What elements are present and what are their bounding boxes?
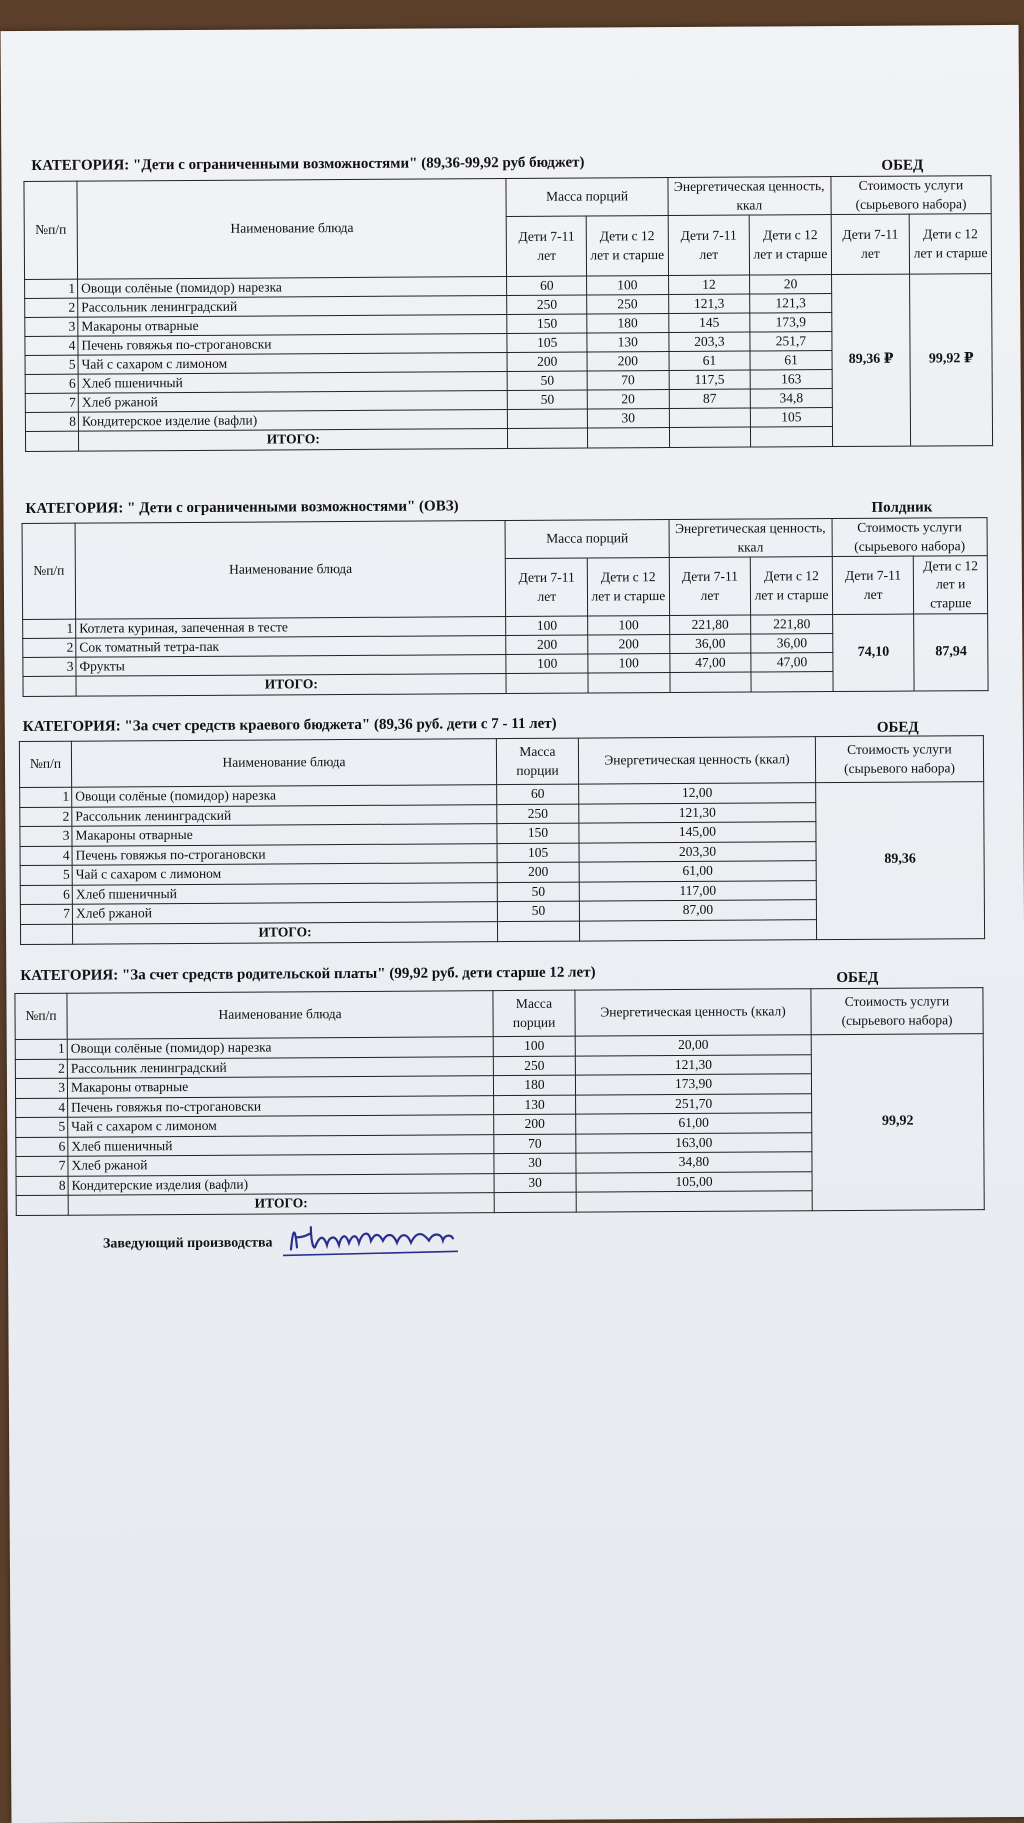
dish-name: Хлеб ржаной (78, 391, 508, 413)
col-cost-header: Стоимость услуги (сырьевого набора) (831, 176, 991, 215)
row-number: 8 (25, 412, 78, 431)
portion-mass: 30 (494, 1153, 576, 1173)
row-number: 6 (16, 1137, 68, 1157)
col-num-header: №п/п (15, 993, 67, 1039)
energy-age1: 87 (669, 389, 751, 408)
dish-name: Хлеб пшеничный (68, 1134, 494, 1156)
mass-age2: 100 (588, 616, 670, 635)
row-number: 7 (16, 1156, 68, 1176)
age1-header: Дети 7-11 лет (831, 214, 910, 274)
energy-value: 20,00 (575, 1035, 811, 1056)
section-2-meal: Полдник (871, 499, 933, 516)
row-number: 4 (16, 1098, 68, 1118)
mass-age1: 250 (507, 295, 587, 314)
energy-value: 203,30 (579, 841, 816, 862)
portion-mass: 105 (497, 843, 579, 863)
empty-cell (494, 1192, 576, 1213)
dish-name: Кондитерское изделие (вафли) (78, 410, 508, 432)
dish-name: Печень говяжья по-строгановски (78, 334, 508, 356)
row-number: 5 (20, 865, 72, 885)
row-number: 7 (20, 904, 72, 924)
portion-mass: 130 (494, 1095, 576, 1115)
mass-age1: 50 (508, 390, 588, 409)
col-mass-header: Масса порций (506, 520, 669, 559)
col-num-header: №п/п (22, 523, 76, 619)
menu-sheet (1, 25, 1024, 1823)
mass-age1: 200 (507, 352, 587, 371)
total-label: ИТОГО: (79, 429, 509, 452)
mass-age1: 100 (506, 654, 588, 673)
dish-name: Фрукты (76, 655, 507, 677)
empty-cell (506, 673, 588, 693)
row-number: 2 (20, 807, 72, 827)
empty-cell (669, 427, 751, 447)
empty-cell (20, 924, 72, 944)
mass-age2: 70 (587, 371, 669, 390)
col-name-header: Наименование блюда (67, 991, 493, 1040)
dish-name: Макароны отварные (72, 824, 497, 846)
mass-age1: 60 (507, 276, 587, 295)
energy-age2: 61 (750, 351, 832, 370)
energy-age1: 121,3 (668, 294, 750, 313)
mass-age2: 30 (587, 409, 669, 428)
energy-age1: 145 (668, 313, 750, 332)
dish-name: Чай с сахаром с лимоном (72, 863, 497, 885)
portion-mass: 100 (493, 1036, 575, 1056)
row-number: 2 (15, 1059, 67, 1079)
col-cost-header: Стоимость услуги (сырьевого набора) (811, 988, 983, 1035)
col-energy-header: Энергетическая ценность (ккал) (575, 989, 811, 1036)
dish-name: Рассольник ленинградский (72, 804, 497, 826)
mass-age2: 20 (587, 390, 669, 409)
dish-name: Рассольник ленинградский (78, 296, 508, 318)
portion-mass: 60 (497, 784, 579, 804)
row-number: 8 (16, 1176, 68, 1196)
energy-age2: 105 (751, 408, 833, 427)
section-4-table (14, 987, 984, 1216)
row-number: 4 (25, 336, 78, 355)
dish-name: Кондитерские изделия (вафли) (68, 1173, 494, 1195)
col-mass-header: Масса порции (496, 738, 578, 785)
portion-mass: 200 (494, 1114, 576, 1134)
dish-name: Хлеб ржаной (72, 902, 497, 924)
col-name-header: Наименование блюда (71, 739, 496, 788)
energy-age2: 34,8 (750, 389, 832, 408)
energy-age1 (669, 408, 751, 427)
energy-value: 61,00 (579, 861, 816, 882)
energy-age1: 47,00 (670, 653, 752, 672)
energy-value: 163,00 (576, 1132, 812, 1153)
row-number: 2 (23, 638, 76, 657)
age1-header: Дети 7-11 лет (669, 557, 751, 615)
col-mass-header: Масса порций (506, 178, 667, 217)
mass-age2: 130 (587, 333, 669, 352)
empty-cell (508, 428, 588, 448)
energy-value: 87,00 (579, 900, 816, 921)
col-energy-header: Энергетическая ценность, ккал (668, 177, 831, 216)
row-number: 1 (25, 279, 78, 298)
energy-age2: 20 (750, 275, 832, 294)
dish-name: Овощи солёные (помидор) нарезка (72, 785, 497, 807)
cost-age2: 99,92 ₽ (910, 274, 993, 446)
col-num-header: №п/п (19, 741, 71, 787)
energy-age1: 117,5 (669, 370, 751, 389)
energy-age2: 121,3 (750, 294, 832, 313)
dish-name: Хлеб пшеничный (78, 372, 508, 394)
energy-age1: 221,80 (669, 615, 751, 634)
section-1-meal: ОБЕД (881, 157, 924, 174)
age2-header: Дети с 12 лет и старше (751, 557, 833, 615)
portion-mass: 250 (497, 804, 579, 824)
energy-value: 34,80 (576, 1152, 812, 1173)
row-number: 2 (25, 298, 78, 317)
dish-name: Сок томатный тетра-пак (76, 636, 507, 658)
dish-name: Рассольник ленинградский (67, 1056, 493, 1078)
energy-age2: 36,00 (751, 634, 833, 653)
mass-age2: 200 (587, 352, 669, 371)
cost-age1: 89,36 ₽ (831, 274, 911, 446)
dish-name: Макароны отварные (67, 1076, 493, 1098)
signature (283, 1218, 513, 1259)
dish-name: Макароны отварные (78, 315, 508, 337)
energy-age1: 203,3 (668, 332, 750, 351)
empty-cell (576, 1191, 812, 1212)
age2-header: Дети с 12 лет и старше (914, 556, 988, 614)
mass-age1: 50 (508, 371, 588, 390)
total-label: ИТОГО: (72, 921, 497, 944)
empty-cell (16, 1195, 68, 1215)
energy-value: 145,00 (579, 822, 816, 843)
dish-name: Хлеб ржаной (68, 1154, 494, 1176)
col-energy-header: Энергетическая ценность (ккал) (578, 737, 815, 784)
total-label: ИТОГО: (76, 674, 507, 697)
dish-name: Овощи солёные (помидор) нарезка (67, 1037, 493, 1059)
section-3-meal: ОБЕД (876, 719, 919, 736)
section-4-title: КАТЕГОРИЯ: "За счет средств родительской платы" (99,92 руб. дети старше 12 лет) (20, 964, 596, 985)
empty-cell (751, 672, 833, 692)
row-number: 4 (20, 846, 72, 866)
section-1-title: КАТЕГОРИЯ: "Дети с ограниченными возможностями" (89,36-99,92 руб бюджет) (31, 154, 585, 174)
empty-cell (670, 672, 752, 692)
energy-age1: 12 (668, 275, 750, 294)
portion-mass: 70 (494, 1134, 576, 1154)
dish-name: Чай с сахаром с лимоном (68, 1115, 494, 1137)
energy-age2: 251,7 (750, 332, 832, 351)
footer-label: Заведующий производства (102, 1235, 273, 1252)
energy-age2: 221,80 (751, 615, 833, 634)
age2-header: Дети с 12 лет и старше (587, 558, 669, 616)
portion-mass: 50 (497, 901, 579, 921)
row-number: 7 (25, 393, 78, 412)
portion-mass: 180 (493, 1075, 575, 1095)
dish-name: Хлеб пшеничный (72, 882, 497, 904)
row-number: 3 (25, 317, 78, 336)
dish-name: Чай с сахаром с лимоном (78, 353, 508, 375)
row-number: 6 (20, 885, 72, 905)
col-num-header: №п/п (24, 181, 78, 279)
col-energy-header: Энергетическая ценность, ккал (669, 519, 832, 558)
energy-age2: 173,9 (750, 313, 832, 332)
portion-mass: 30 (494, 1173, 576, 1193)
energy-value: 105,00 (576, 1171, 812, 1192)
mass-age1: 100 (506, 616, 588, 635)
col-cost-header: Стоимость услуги (сырьевого набора) (832, 518, 987, 557)
row-number: 5 (16, 1117, 68, 1137)
energy-value: 121,30 (579, 802, 816, 823)
age1-header: Дети 7-11 лет (506, 558, 588, 616)
empty-cell (751, 427, 833, 447)
section-3-title: КАТЕГОРИЯ: "За счет средств краевого бюджета" (89,36 руб. дети с 7 - 11 лет) (22, 715, 557, 736)
cost-age1: 74,10 (832, 614, 914, 691)
section-1-table (23, 175, 993, 452)
service-cost: 99,92 (811, 1034, 984, 1211)
empty-cell (579, 919, 816, 940)
empty-cell (497, 921, 579, 942)
portion-mass: 250 (493, 1056, 575, 1076)
energy-age2: 47,00 (751, 653, 833, 672)
mass-age1 (508, 409, 588, 428)
dish-name: Печень говяжья по-строгановски (68, 1095, 494, 1117)
col-cost-header: Стоимость услуги (сырьевого набора) (815, 736, 983, 783)
mass-age2: 250 (587, 295, 669, 314)
age1-header: Дети 7-11 лет (668, 215, 750, 275)
dish-name: Печень говяжья по-строгановски (72, 843, 497, 865)
mass-age1: 200 (506, 635, 588, 654)
energy-age1: 36,00 (669, 634, 751, 653)
empty-cell (588, 673, 670, 693)
energy-age2: 163 (750, 370, 832, 389)
section-2-table (22, 517, 989, 697)
portion-mass: 50 (497, 882, 579, 902)
age2-header: Дети с 12 лет и старше (749, 215, 831, 275)
mass-age1: 150 (507, 314, 587, 333)
col-name-header: Наименование блюда (75, 521, 506, 620)
section-2-title: КАТЕГОРИЯ: " Дети с ограниченными возможностями" (ОВЗ) (25, 498, 459, 517)
energy-value: 173,90 (575, 1074, 811, 1095)
col-name-header: Наименование блюда (77, 179, 507, 280)
energy-value: 12,00 (579, 783, 816, 804)
total-label: ИТОГО: (68, 1193, 494, 1216)
energy-value: 61,00 (576, 1113, 812, 1134)
age2-header: Дети с 12 лет и старше (586, 216, 668, 276)
empty-cell (25, 431, 78, 451)
energy-value: 117,00 (579, 880, 816, 901)
age1-header: Дети 7-11 лет (507, 216, 587, 276)
dish-name: Овощи солёные (помидор) нарезка (78, 277, 508, 299)
section-3-table (19, 735, 985, 944)
age2-header: Дети с 12 лет и старше (909, 214, 991, 274)
mass-age1: 105 (507, 333, 587, 352)
dish-name: Котлета куриная, запеченная в тесте (76, 617, 507, 639)
row-number: 1 (20, 787, 72, 807)
service-cost: 89,36 (816, 782, 985, 940)
row-number: 3 (20, 826, 72, 846)
cost-age2: 87,94 (914, 614, 988, 691)
mass-age2: 100 (587, 276, 669, 295)
mass-age2: 180 (587, 314, 669, 333)
age1-header: Дети 7-11 лет (832, 556, 914, 614)
energy-value: 251,70 (576, 1093, 812, 1114)
row-number: 1 (15, 1039, 67, 1059)
empty-cell (23, 676, 76, 696)
energy-value: 121,30 (575, 1054, 811, 1075)
row-number: 5 (25, 355, 78, 374)
portion-mass: 150 (497, 823, 579, 843)
row-number: 3 (23, 657, 76, 676)
row-number: 6 (25, 374, 78, 393)
empty-cell (587, 428, 669, 448)
mass-age2: 200 (588, 635, 670, 654)
row-number: 1 (23, 619, 76, 638)
mass-age2: 100 (588, 654, 670, 673)
row-number: 3 (15, 1078, 67, 1098)
col-mass-header: Масса порции (493, 990, 575, 1037)
energy-age1: 61 (669, 351, 751, 370)
portion-mass: 200 (497, 862, 579, 882)
section-4-meal: ОБЕД (836, 969, 879, 987)
